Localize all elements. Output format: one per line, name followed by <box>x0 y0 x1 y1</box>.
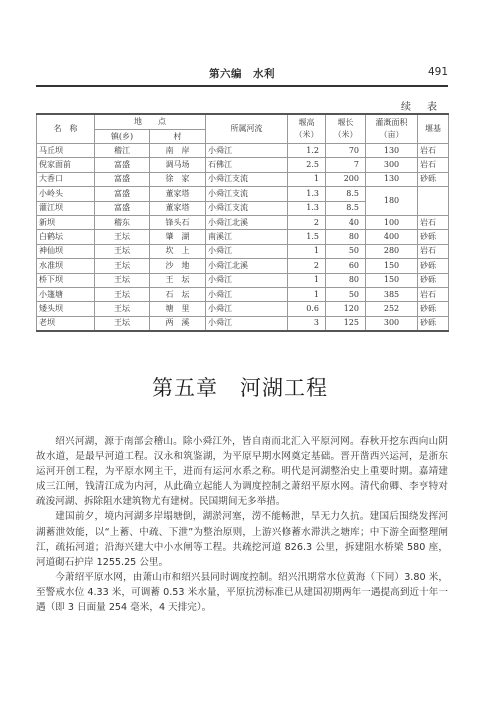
cell-height: 2 <box>288 215 326 229</box>
cell-area: 300 <box>366 316 418 331</box>
cell-village: 南 岸 <box>150 144 206 158</box>
cell-river: 小舜江北溪 <box>206 215 288 229</box>
table-row <box>37 172 449 186</box>
col-header-length-unit: （米） <box>333 130 358 139</box>
cell-river: 小舜江 <box>206 244 288 258</box>
cell-village: 锋头石 <box>150 215 206 229</box>
cell-river: 小舜江 <box>206 273 288 287</box>
cell-village: 两 溪 <box>150 316 206 331</box>
cell-foundation: 砂砾 <box>418 230 449 244</box>
cell-foundation: 砂砾 <box>418 172 449 186</box>
page-number: 491 <box>427 66 448 78</box>
cell-length: 40 <box>326 215 366 229</box>
cell-town: 王坛 <box>95 259 150 273</box>
cell-height: 1.3 <box>288 201 326 215</box>
cell-name: 桥下坝 <box>37 273 95 287</box>
cell-area: 100 <box>366 215 418 229</box>
cell-height: 1.2 <box>288 144 326 158</box>
cell-length: 8.5 <box>326 187 366 201</box>
cell-name: 矮头坝 <box>37 302 95 316</box>
table-row <box>37 244 449 258</box>
cell-height: 1.3 <box>288 187 326 201</box>
table-row <box>37 316 449 331</box>
cell-name: 新坝 <box>37 215 95 229</box>
cell-river: 小舜江 <box>206 144 288 158</box>
col-header-name: 名 称 <box>37 114 95 144</box>
cell-foundation: 岩石 <box>418 287 449 301</box>
table-row <box>37 230 449 244</box>
cell-river: 小舜江 <box>206 316 288 331</box>
cell-area: 280 <box>366 244 418 258</box>
cell-village: 石 坛 <box>150 287 206 301</box>
cell-length: 200 <box>326 172 366 186</box>
cell-town: 王坛 <box>95 287 150 301</box>
cell-length: 70 <box>326 144 366 158</box>
cell-height: 2.5 <box>288 158 326 172</box>
cell-foundation: 岩石 <box>418 215 449 229</box>
cell-name: 大香口 <box>37 172 95 186</box>
cell-name: 马丘坝 <box>37 144 95 158</box>
continued-table-label: 续 表 <box>401 102 440 113</box>
cell-height: 1 <box>288 273 326 287</box>
table-row <box>37 187 449 201</box>
cell-name: 灌江坝 <box>37 201 95 215</box>
cell-length: 125 <box>326 316 366 331</box>
table-row <box>37 273 449 287</box>
running-head-chapter: 第六编 水利 <box>209 68 275 80</box>
cell-river: 小舜江 <box>206 287 288 301</box>
cell-town: 富盛 <box>95 201 150 215</box>
cell-height: 1 <box>288 287 326 301</box>
col-header-length <box>326 114 366 144</box>
cell-area: 150 <box>366 259 418 273</box>
col-header-area-unit: （亩） <box>379 130 404 139</box>
paragraph: 今萧绍平原水网，由萧山市和绍兴县同时调度控制。绍兴汛期常水位黄海（下同）3.80 米，至警戒水位 4.33 米，可调蓄 0.53 米水量，平原抗涝标准已从建国初期两年一遇提高到近十年一遇（即 3 日面量 254 毫米，4 天排完）。 <box>36 571 448 614</box>
cell-village: 董家塔 <box>150 201 206 215</box>
cell-town: 王坛 <box>95 244 150 258</box>
cell-foundation: 岩石 <box>418 144 449 158</box>
cell-village: 沙 地 <box>150 259 206 273</box>
cell-length: 80 <box>326 230 366 244</box>
cell-town: 稽江 <box>95 144 150 158</box>
cell-height: 2 <box>288 259 326 273</box>
cell-foundation: 岩石 <box>418 158 449 172</box>
col-header-area <box>366 114 418 144</box>
cell-name: 水准坝 <box>37 259 95 273</box>
weir-table <box>36 113 449 332</box>
cell-town: 富盛 <box>95 187 150 201</box>
col-header-height <box>288 114 326 144</box>
table-row <box>37 144 449 158</box>
cell-area-merged: 180 <box>366 187 418 216</box>
cell-name: 倪家面前 <box>37 158 95 172</box>
table-row <box>37 259 449 273</box>
cell-length: 50 <box>326 244 366 258</box>
cell-name: 老坝 <box>37 316 95 331</box>
cell-foundation: 砂砾 <box>418 273 449 287</box>
cell-length: 60 <box>326 259 366 273</box>
chapter-title: 第五章 河湖工程 <box>152 376 328 400</box>
cell-village: 董家塔 <box>150 187 206 201</box>
cell-foundation: 砂砾 <box>418 316 449 331</box>
cell-river: 南溪江 <box>206 230 288 244</box>
cell-name: 小篷塘 <box>37 287 95 301</box>
cell-river: 小舜江支流 <box>206 172 288 186</box>
col-header-river: 所属河流 <box>206 114 288 144</box>
cell-height: 1 <box>288 172 326 186</box>
cell-name: 小岭头 <box>37 187 95 201</box>
col-header-area-label: 灌溉面积 <box>375 118 408 127</box>
cell-name: 白鹤坛 <box>37 230 95 244</box>
cell-village: 坎 上 <box>150 244 206 258</box>
cell-river: 小舜江北溪 <box>206 259 288 273</box>
cell-area: 130 <box>366 172 418 186</box>
header-rule <box>36 85 448 87</box>
cell-length: 7 <box>326 158 366 172</box>
cell-area: 150 <box>366 273 418 287</box>
cell-village: 调马场 <box>150 158 206 172</box>
cell-height: 1.5 <box>288 230 326 244</box>
cell-town: 稽东 <box>95 215 150 229</box>
cell-foundation: 岩石 <box>418 244 449 258</box>
cell-length: 8.5 <box>326 201 366 215</box>
cell-area: 300 <box>366 158 418 172</box>
cell-area: 400 <box>366 230 418 244</box>
table-row <box>37 287 449 301</box>
col-header-length-label: 堰长 <box>337 118 354 127</box>
cell-town: 王坛 <box>95 230 150 244</box>
cell-area: 385 <box>366 287 418 301</box>
col-header-town: 镇(乡) <box>95 130 150 144</box>
cell-name: 神仙坝 <box>37 244 95 258</box>
table-row <box>37 158 449 172</box>
paragraph: 建国前夕，境内河湖多岸塌塘倒，湖淤河塞，涝不能畅泄，旱无力久抗。建国后围绕发挥河湖蓄泄效能，以“上蓄、中疏、下泄”为整治原则，上游兴修蓄水滞洪之塘库；中下游全面整理闸江，疏拓河道；沿海兴建大中小水闸等工程。共疏挖河道 826.3 公里，拆建阻水桥梁 580 座，河道砌石护岸 1255.25 公里。 <box>36 511 448 568</box>
col-header-village: 村 <box>150 130 206 144</box>
cell-village: 王 坛 <box>150 273 206 287</box>
cell-river: 石佛江 <box>206 158 288 172</box>
col-header-height-unit: （米） <box>294 130 319 139</box>
cell-height: 1 <box>288 244 326 258</box>
cell-length: 120 <box>326 302 366 316</box>
table-row <box>37 215 449 229</box>
cell-area: 130 <box>366 144 418 158</box>
cell-town: 王坛 <box>95 273 150 287</box>
cell-river: 小舜江 <box>206 302 288 316</box>
cell-village: 肇 湖 <box>150 230 206 244</box>
cell-foundation-merged <box>418 187 449 216</box>
table-header-row <box>37 114 449 130</box>
cell-river: 小舜江支流 <box>206 201 288 215</box>
col-header-foundation: 堰基 <box>418 114 449 144</box>
cell-town: 王坛 <box>95 302 150 316</box>
cell-length: 80 <box>326 273 366 287</box>
page-header <box>36 66 448 84</box>
cell-town: 富盛 <box>95 172 150 186</box>
body-text <box>36 434 448 615</box>
cell-town: 王坛 <box>95 316 150 331</box>
cell-village: 徐 家 <box>150 172 206 186</box>
table-row <box>37 302 449 316</box>
cell-town: 富盛 <box>95 158 150 172</box>
cell-river: 小舜江支流 <box>206 187 288 201</box>
col-header-location: 地 点 <box>95 114 206 130</box>
cell-height: 3 <box>288 316 326 331</box>
paragraph: 绍兴河湖，源于南部会稽山。除小舜江外，皆自南而北汇入平原河网。春秋开挖东西向山阴故水道，是最早河道工程。汉永和筑鉴湖，为平原早期水网奠定基础。晋开凿西兴运河，是浙东运河开创工程，为平原水网主干，进而有运河水系之称。明代是河湖整治史上重要时期。嘉靖建成三江闸，钱清江成为内河，从此确立起能人为调度控制之萧绍平原水网。清代俞卿、李亨特对疏浚河湖、拆除阻水建筑物尤有建树。民国期间无多举措。 <box>36 436 448 508</box>
cell-height: 0.6 <box>288 302 326 316</box>
cell-village: 塘 里 <box>150 302 206 316</box>
cell-foundation: 砂砾 <box>418 259 449 273</box>
col-header-height-label: 堰高 <box>298 118 315 127</box>
cell-foundation: 砂砾 <box>418 302 449 316</box>
cell-area: 252 <box>366 302 418 316</box>
cell-length: 50 <box>326 287 366 301</box>
